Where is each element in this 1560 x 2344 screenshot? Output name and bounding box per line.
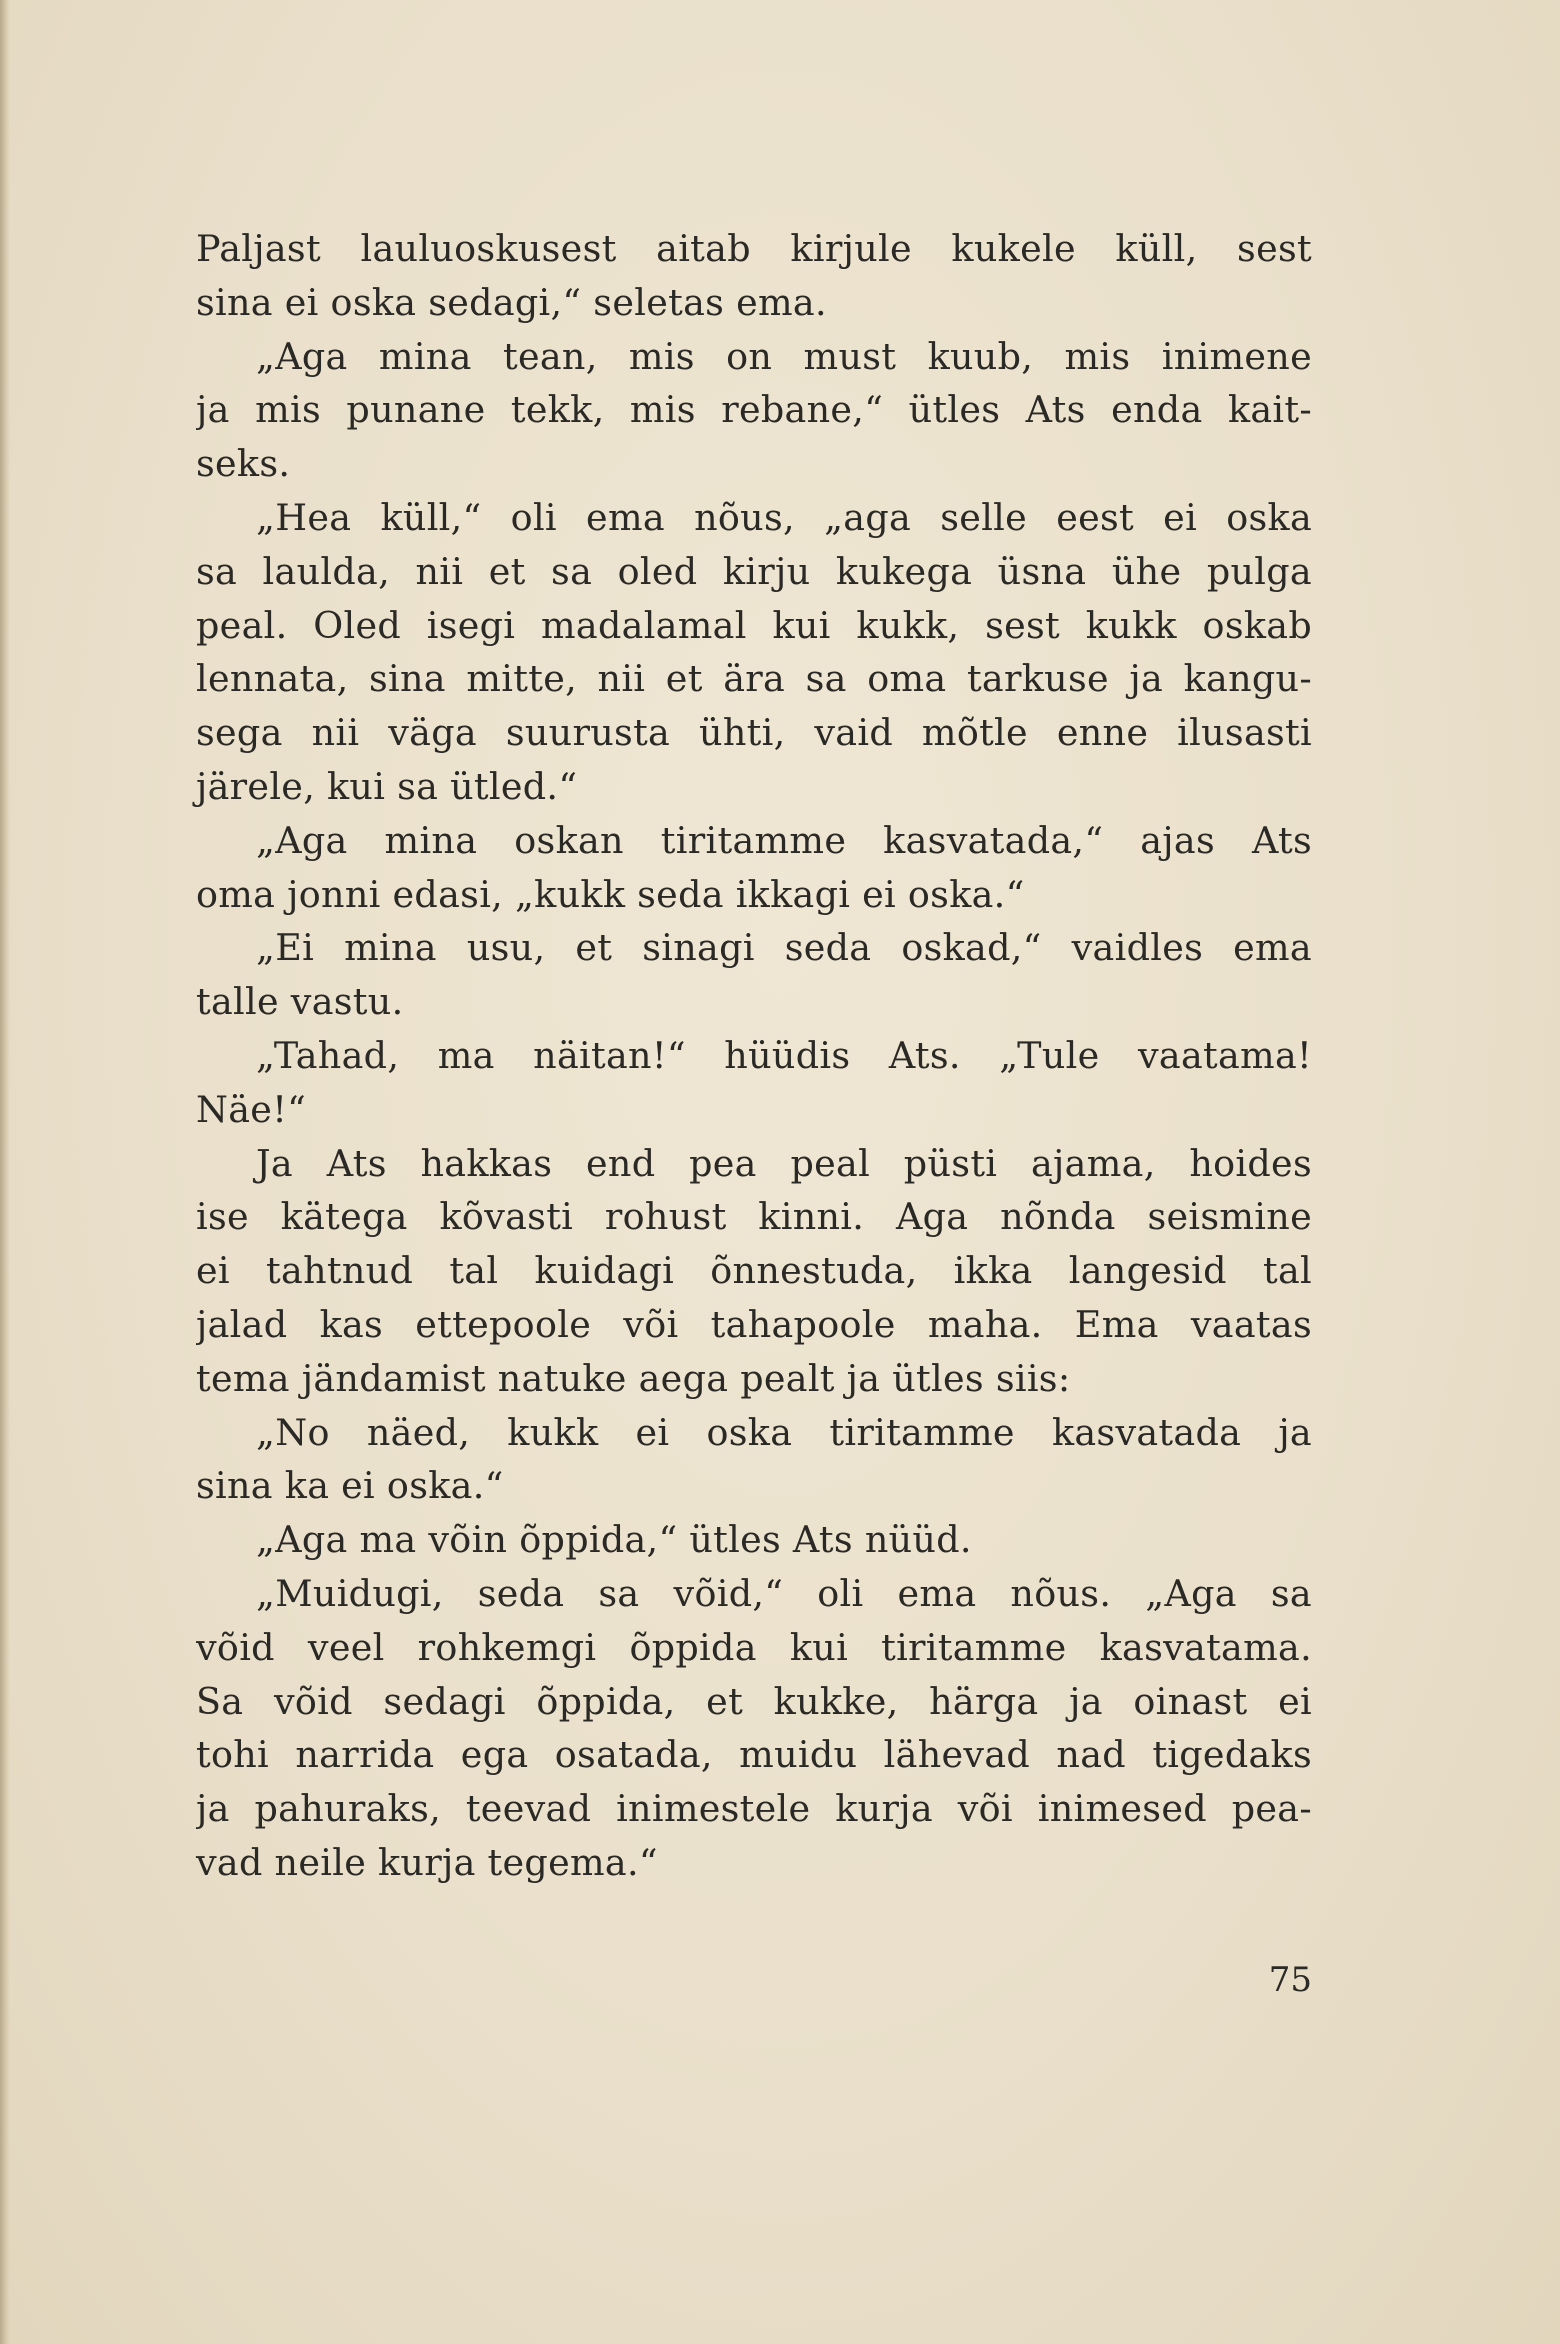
text-line: oma jonni edasi, „kukk seda ikkagi ei oska.“ bbox=[196, 872, 1025, 916]
text-line: vad neile kurja tegema.“ bbox=[196, 1840, 658, 1884]
text-line: „No näed, kukk ei oska tiritamme kasvatada ja bbox=[256, 1410, 1312, 1454]
text-line: peal. Oled isegi madalamal kui kukk, sest kukk oskab bbox=[196, 603, 1312, 647]
text-line: „Muidugi, seda sa võid,“ oli ema nõus. „Aga sa bbox=[256, 1571, 1312, 1615]
text-line: seks. bbox=[196, 442, 291, 486]
text-line: sega nii väga suurusta ühti, vaid mõtle enne ilusasti bbox=[196, 711, 1312, 755]
text-line: Sa võid sedagi õppida, et kukke, härga ja oinast ei bbox=[196, 1679, 1312, 1723]
text-line: „Aga ma võin õppida,“ ütles Ats nüüd. bbox=[256, 1518, 972, 1562]
text-line: ja mis punane tekk, mis rebane,“ ütles Ats enda kait- bbox=[196, 388, 1312, 432]
text-line: Näe!“ bbox=[196, 1087, 307, 1131]
text-line: võid veel rohkemgi õppida kui tiritamme kasvatama. bbox=[196, 1625, 1312, 1669]
text-line: Paljast lauluoskusest aitab kirjule kukele küll, sest bbox=[196, 227, 1312, 270]
page-text bbox=[196, 222, 1312, 1890]
text-line: lennata, sina mitte, nii et ära sa oma tarkuse ja kangu- bbox=[196, 657, 1312, 701]
text-line: ja pahuraks, teevad inimestele kurja või inimesed pea- bbox=[196, 1787, 1312, 1831]
text-line: Ja Ats hakkas end pea peal püsti ajama, hoides bbox=[256, 1141, 1312, 1185]
text-line: järele, kui sa ütled.“ bbox=[196, 764, 578, 808]
page-binding-edge bbox=[0, 0, 10, 2344]
page-number: 75 bbox=[1268, 1960, 1312, 2000]
text-line: „Tahad, ma näitan!“ hüüdis Ats. „Tule vaatama! bbox=[256, 1033, 1312, 1077]
text-line: „Hea küll,“ oli ema nõus, „aga selle eest ei oska bbox=[256, 495, 1312, 539]
text-line: tohi narrida ega osatada, muidu lähevad nad tigedaks bbox=[196, 1733, 1312, 1777]
text-line: „Ei mina usu, et sinagi seda oskad,“ vaidles ema bbox=[256, 926, 1312, 970]
text-line: jalad kas ettepoole või tahapoole maha. Ema vaatas bbox=[196, 1302, 1312, 1346]
text-line: ei tahtnud tal kuidagi õnnestuda, ikka langesid tal bbox=[196, 1249, 1312, 1293]
text-line: sina ei oska sedagi,“ seletas ema. bbox=[196, 280, 827, 324]
text-line: „Aga mina tean, mis on must kuub, mis inimene bbox=[256, 334, 1312, 378]
text-line: talle vastu. bbox=[196, 980, 404, 1024]
text-line: sina ka ei oska.“ bbox=[196, 1464, 504, 1508]
text-line: tema jändamist natuke aega pealt ja ütles siis: bbox=[196, 1356, 1071, 1400]
text-line: ise kätega kõvasti rohust kinni. Aga nõnda seismine bbox=[196, 1195, 1312, 1239]
text-line: sa laulda, nii et sa oled kirju kukega üsna ühe pulga bbox=[196, 549, 1312, 593]
text-line: „Aga mina oskan tiritamme kasvatada,“ ajas Ats bbox=[256, 818, 1312, 862]
